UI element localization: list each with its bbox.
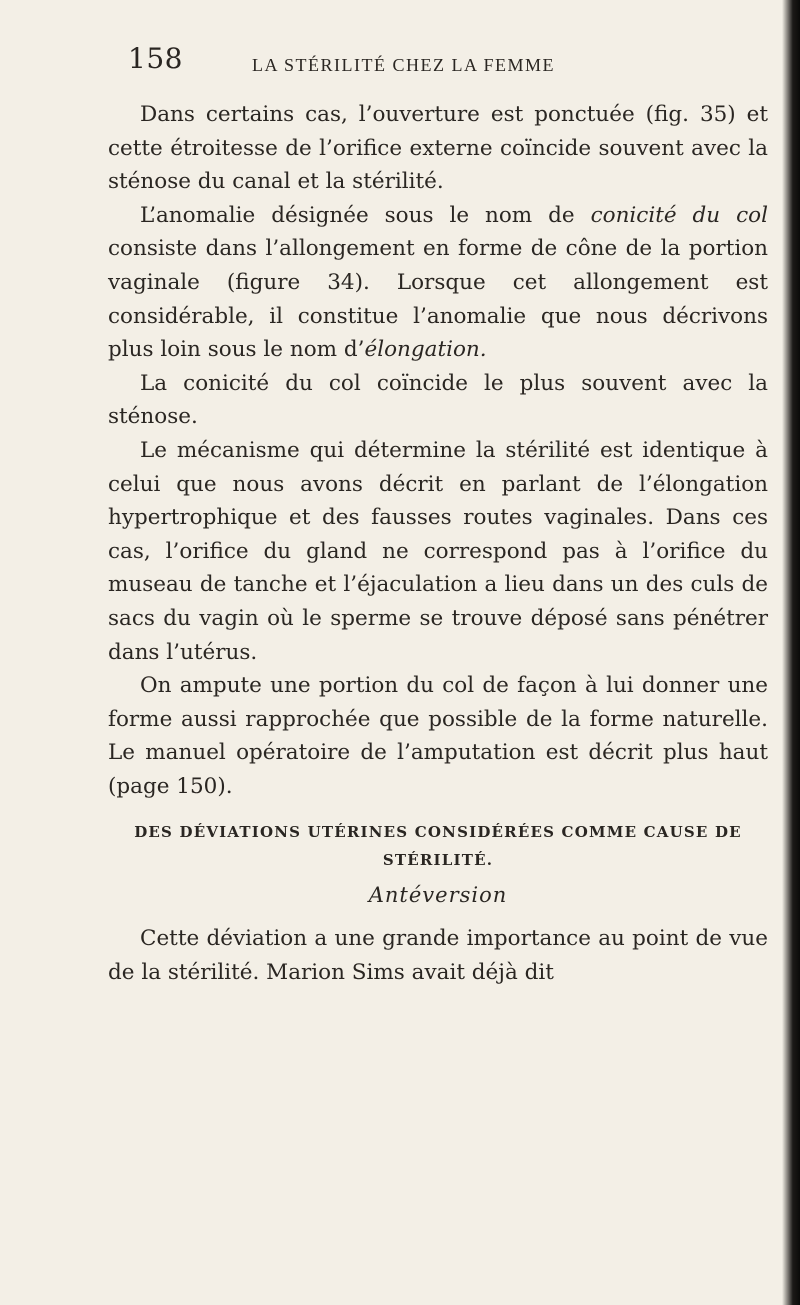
paragraph (108, 669, 768, 803)
paragraph (108, 367, 768, 434)
text-segment: Cette déviation a une grande importance au point de vue de la stérilité. Marion Sims avait déjà dit (108, 926, 768, 985)
body-text (108, 98, 768, 803)
running-title: LA STÉRILITÉ CHEZ LA FEMME (252, 55, 555, 75)
subsection-title: Antéversion (368, 883, 508, 907)
text-segment: La conicité du col coïncide le plus souvent avec la sténose. (108, 370, 768, 430)
paragraph (108, 434, 768, 669)
text-segment: Dans certains cas, l’ouverture est ponctuée (fig. 35) et cette étroitesse de l’orifice externe coïncide souvent avec la sténose du canal et la stérilité. (108, 102, 768, 195)
page-number: 158 (128, 42, 183, 75)
italic-term: conicité du col (590, 202, 768, 228)
paragraph (108, 98, 768, 199)
paragraph (108, 199, 768, 367)
text-segment: L’anomalie désignée sous le nom de (140, 202, 591, 228)
page-edge-shadow (782, 0, 800, 1305)
closing-paragraph (108, 922, 768, 989)
text-segment: Le mécanisme qui détermine la stérilité est identique à celui que nous avons décrit en parlant de l’élongation hypertrophique et des fausses routes vaginales. Dans ces cas, l’orifice du gland ne correspond pas à l’orifice du museau de tanche et l’éjaculation a lieu dans un des culs de sacs du vagin où le sperme se trouve déposé sans pénétrer dans l’utérus. (108, 437, 768, 665)
text-segment: consiste dans l’allongement en forme de cône de la portion vaginale (figure 34). Lorsque cet allongement est considérable, il constitue l’anomalie que nous décrivons plus loin sous le nom d’ (108, 236, 768, 363)
paragraph (108, 922, 768, 989)
section-heading: DES DÉVIATIONS UTÉRINES CONSIDÉRÉES COMME CAUSE DE STÉRILITÉ. (134, 823, 742, 869)
italic-term: élongation. (364, 337, 487, 363)
text-segment: On ampute une portion du col de façon à lui donner une forme aussi rapprochée que possible de la forme naturelle. Le manuel opératoire de l’amputation est décrit plus haut (page 150). (108, 673, 768, 799)
